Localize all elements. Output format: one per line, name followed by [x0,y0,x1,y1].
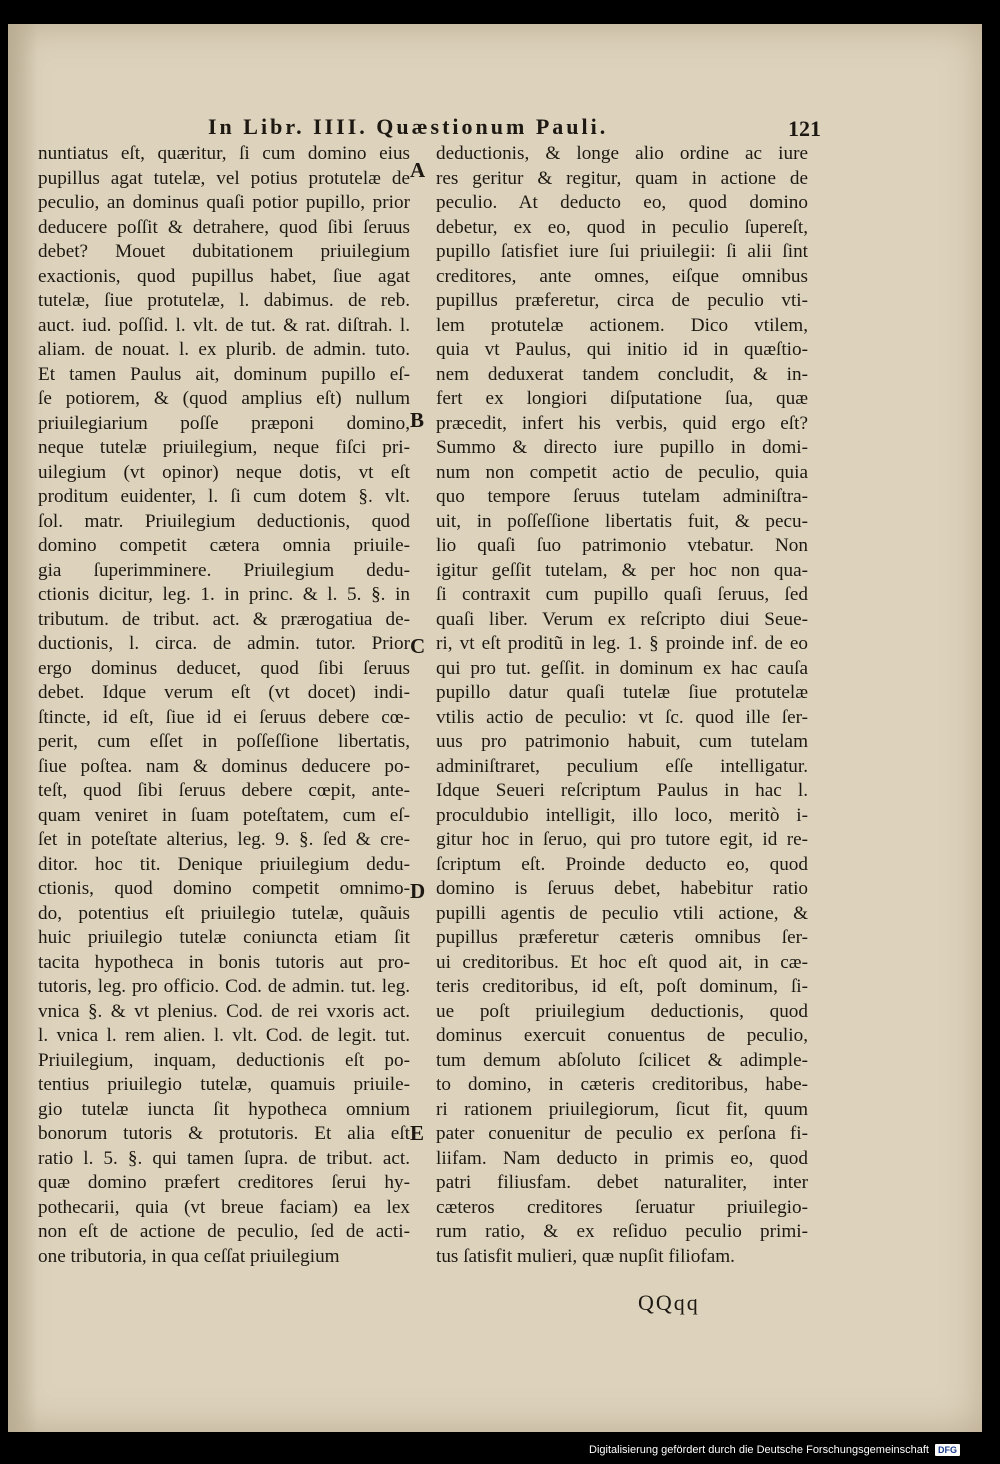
margin-marker-d: D [410,879,426,903]
text-line: quo tempore ſeruus tutelam adminiſtra- [436,486,808,507]
text-line: igitur geſſit tutelam, & per hoc non qua- [436,559,808,581]
text-line: ctionis, quod domino competit omnimo- [38,878,410,899]
text-line: pupillus præferetur, circa de peculio vti- [436,290,808,311]
footer-text: Digitalisierung gefördert durch die Deutsche Forschungsgemeinschaft [589,1444,929,1456]
digitization-footer [589,1441,960,1459]
text-line: domino is ſeruus debet, habebitur ratio [436,878,808,899]
text-line: bonorum tutoris & protutoris. Et alia eſt [38,1123,410,1144]
running-title: In Libr. IIII. Quæstionum Pauli. [208,114,609,139]
text-line: ditor. hoc tit. Denique priuilegium dedu- [38,853,410,875]
text-line: teris creditoribus, id eſt, poſt dominum, ſi- [436,976,808,997]
text-line: dominus exercuit conuentus de peculio, [436,1025,808,1046]
text-line: ſe potiorem, & (quod amplius eſt) nullum [38,388,410,409]
text-line: ue poſt priuilegium deductionis, quod [436,1000,808,1022]
text-line: uus pro patrimonio habuit, cum tutelam [436,731,808,752]
text-line: rum ratio, & ex reſiduo peculio primi- [436,1221,808,1242]
folio-number: 121 [788,116,821,141]
text-line: qui pro tut. geſſit. in dominum ex hac cauſa [436,657,808,679]
text-line: ui creditoribus. Et hoc eſt quod ait, in cæ- [436,951,808,973]
text-line: non eſt de actione de peculio, ſed de acti- [38,1221,410,1242]
text-line: quam veniret in ſuam poteſtatem, cum eſ- [38,804,410,826]
text-line: præcedit, infert his verbis, quid ergo eſt? [436,412,808,434]
text-line: debet? Mouet dubitationem priuilegium [38,241,410,262]
text-line: gitur hoc in ſeruo, qui pro tutore egit, id re- [436,829,808,850]
text-line: Idque Seueri reſcriptum Paulus in hac l. [436,780,808,801]
text-line: gia ſuperimminere. Priuilegium dedu- [38,559,410,581]
text-line: ſtincte, id eſt, ſiue id ei ſeruus debere cœ- [38,706,410,728]
text-line: pupillus agat tutelæ, vel potius protutelæ de [38,167,410,189]
text-line: l. vnica l. rem alien. l. vlt. Cod. de legit. tut. [38,1025,410,1046]
text-line: patri filiusfam. debet naturaliter, inter [436,1172,808,1193]
text-line: do, potentius eſt priuilegio tutelæ, quãuis [38,902,410,924]
text-line: lio quaſi ſuo patrimonio vtebatur. Non [436,535,808,556]
margin-marker-a: A [410,158,426,182]
text-line: proditum euidenter, l. ſi cum dotem §. vlt. [38,486,410,507]
text-line: quæ domino præfert creditores ſerui hy- [38,1172,410,1193]
text-line: ergo dominus deducet, quod ſibi ſeruus [38,657,410,679]
text-line: num non competit actio de peculio, quia [436,461,808,483]
text-line: nem deduxerat tandem concludit, & in- [436,363,808,385]
text-line: adminiſtraret, peculium eſſe intelligatur. [436,755,808,777]
text-line: uilegium (vt opinor) neque dotis, vt eſt [38,461,410,483]
text-line: pupillus præferetur cæteris omnibus ſer- [436,927,808,948]
text-line: ſol. matr. Priuilegium deductionis, quod [38,510,410,532]
text-line: one tributoria, in qua ceſſat priuilegium [38,1245,340,1267]
text-line: ratio l. 5. §. qui tamen ſupra. de tribut. act. [38,1147,410,1169]
book-page [8,24,982,1432]
margin-marker-c: C [410,634,426,658]
text-line: deducere poſſit & detrahere, quod ſibi ſeruus [38,216,410,238]
text-line: pothecarii, quia (vt breue faciam) ea lex [38,1196,410,1218]
text-line: ſcriptum eſt. Proinde deducto eo, quod [436,853,808,875]
text-line: ſiue poſtea. nam & dominus deducere po- [38,755,410,777]
text-line: vnica §. & vt plenius. Cod. de rei vxoris act. [38,1000,410,1022]
margin-marker-e: E [410,1121,425,1145]
text-line: neque tutelæ priuilegium, neque fiſci pri- [38,437,410,458]
text-line: peculio, an dominus quaſi potior pupillo, prior [38,192,410,213]
text-line: aliam. de nouat. l. ex plurib. de admin. tuto. [38,339,410,360]
text-line: quia vt Paulus, qui initio id in quæſtio- [436,339,808,360]
text-line: cæteros creditores ſeruatur priuilegio- [436,1196,808,1218]
text-line: res geritur & regitur, quam in actione de [436,167,808,189]
text-line: pupilli agentis de peculio vtili actione, & [436,902,808,924]
text-line: priuilegiarium poſſe præponi domino, [38,412,410,434]
text-line: tutelæ, ſiue protutelæ, l. dabimus. de reb. [38,290,410,311]
text-line: Priuilegium, inquam, deductionis eſt po- [38,1049,410,1071]
text-line: tributum. de tribut. act. & prærogatiua de- [38,608,410,630]
text-line: huic priuilegio tutelæ coniuncta etiam ſit [38,927,410,948]
text-line: Et tamen Paulus ait, dominum pupillo eſ- [38,363,410,385]
text-line: lem protutelæ actionem. Dico vtilem, [436,314,808,336]
text-line: ductionis, l. circa. de admin. tutor. Prior [38,633,410,654]
text-line: ſet in poteſtate alterius, leg. 9. §. ſed & cre- [38,829,410,850]
text-line: liifam. Nam deducto in primis eo, quod [436,1147,808,1169]
text-line: nuntiatus eſt, quæritur, ſi cum domino eius [38,143,410,164]
dfg-logo-icon: DFG [935,1444,960,1456]
text-line: debet. Idque verum eſt (vt docet) indi- [38,682,410,703]
text-line: tentius priuilegio tutelæ, quamuis priuile- [38,1074,410,1095]
text-line: proculdubio intelligit, illo loco, meritò i- [436,804,808,826]
text-line: quaſi liber. Verum ex reſcripto diui Seue- [436,608,808,630]
text-line: teſt, quod ſibi ſeruus debere cœpit, ante- [38,780,410,801]
text-line: ctionis dicitur, leg. 1. in princ. & l. 5. §. in [38,584,410,605]
text-column-left [38,142,410,1269]
text-line: pater conuenitur de peculio ex perſona fi- [436,1123,808,1144]
text-line: debetur, ex eo, quod in peculio ſupereſt, [436,216,808,238]
text-line: deductionis, & longe alio ordine ac iure [436,143,808,164]
text-line: uit, in poſſeſſione libertatis fuit, & pecu- [436,510,808,532]
signature-mark: QQqq [638,1290,700,1315]
text-line: to domino, in cæteris creditoribus, habe- [436,1074,808,1095]
text-line: creditores, ante omnes, eiſque omnibus [436,265,808,287]
text-line: auct. iud. poſſid. l. vlt. de tut. & rat. diſtrah. l. [38,314,410,336]
text-line: tutoris, leg. pro officio. Cod. de admin. tut. leg. [38,976,410,997]
text-line: ſi contraxit cum pupillo quaſi ſeruus, ſed [436,584,808,605]
text-line: vtilis actio de peculio: vt ſc. quod ille ſer- [436,706,808,728]
text-line: pupillo ſatisfiet iure ſui priuilegii: ſi alii ſint [436,241,808,262]
text-column-right [436,142,808,1269]
text-line: ri rationem priuilegiorum, ſicut fit, quum [436,1098,808,1120]
text-line: tus ſatisfit mulieri, quæ nupſit filiofam. [436,1245,735,1267]
text-line: tacita hypotheca in bonis tutoris aut pro- [38,951,410,973]
text-line: pupillo datur quaſi tutelæ ſiue protutelæ [436,682,808,703]
text-line: perit, cum eſſet in poſſeſſione libertatis, [38,731,410,752]
text-line: ri, vt eſt proditũ in leg. 1. § proinde inf. de eo [436,633,808,654]
text-line: exactionis, quod pupillus habet, ſiue agat [38,265,410,287]
text-line: tum demum abſoluto ſcilicet & adimple- [436,1049,808,1071]
text-line: Summo & directo iure pupillo in domi- [436,437,808,458]
text-line: fert ex longiori diſputatione ſua, quæ [436,388,808,409]
text-line: peculio. At deducto eo, quod domino [436,192,808,213]
margin-marker-b: B [410,408,425,432]
text-line: gio tutelæ iuncta ſit hypotheca omnium [38,1098,410,1120]
text-line: domino competit cætera omnia priuile- [38,535,410,556]
